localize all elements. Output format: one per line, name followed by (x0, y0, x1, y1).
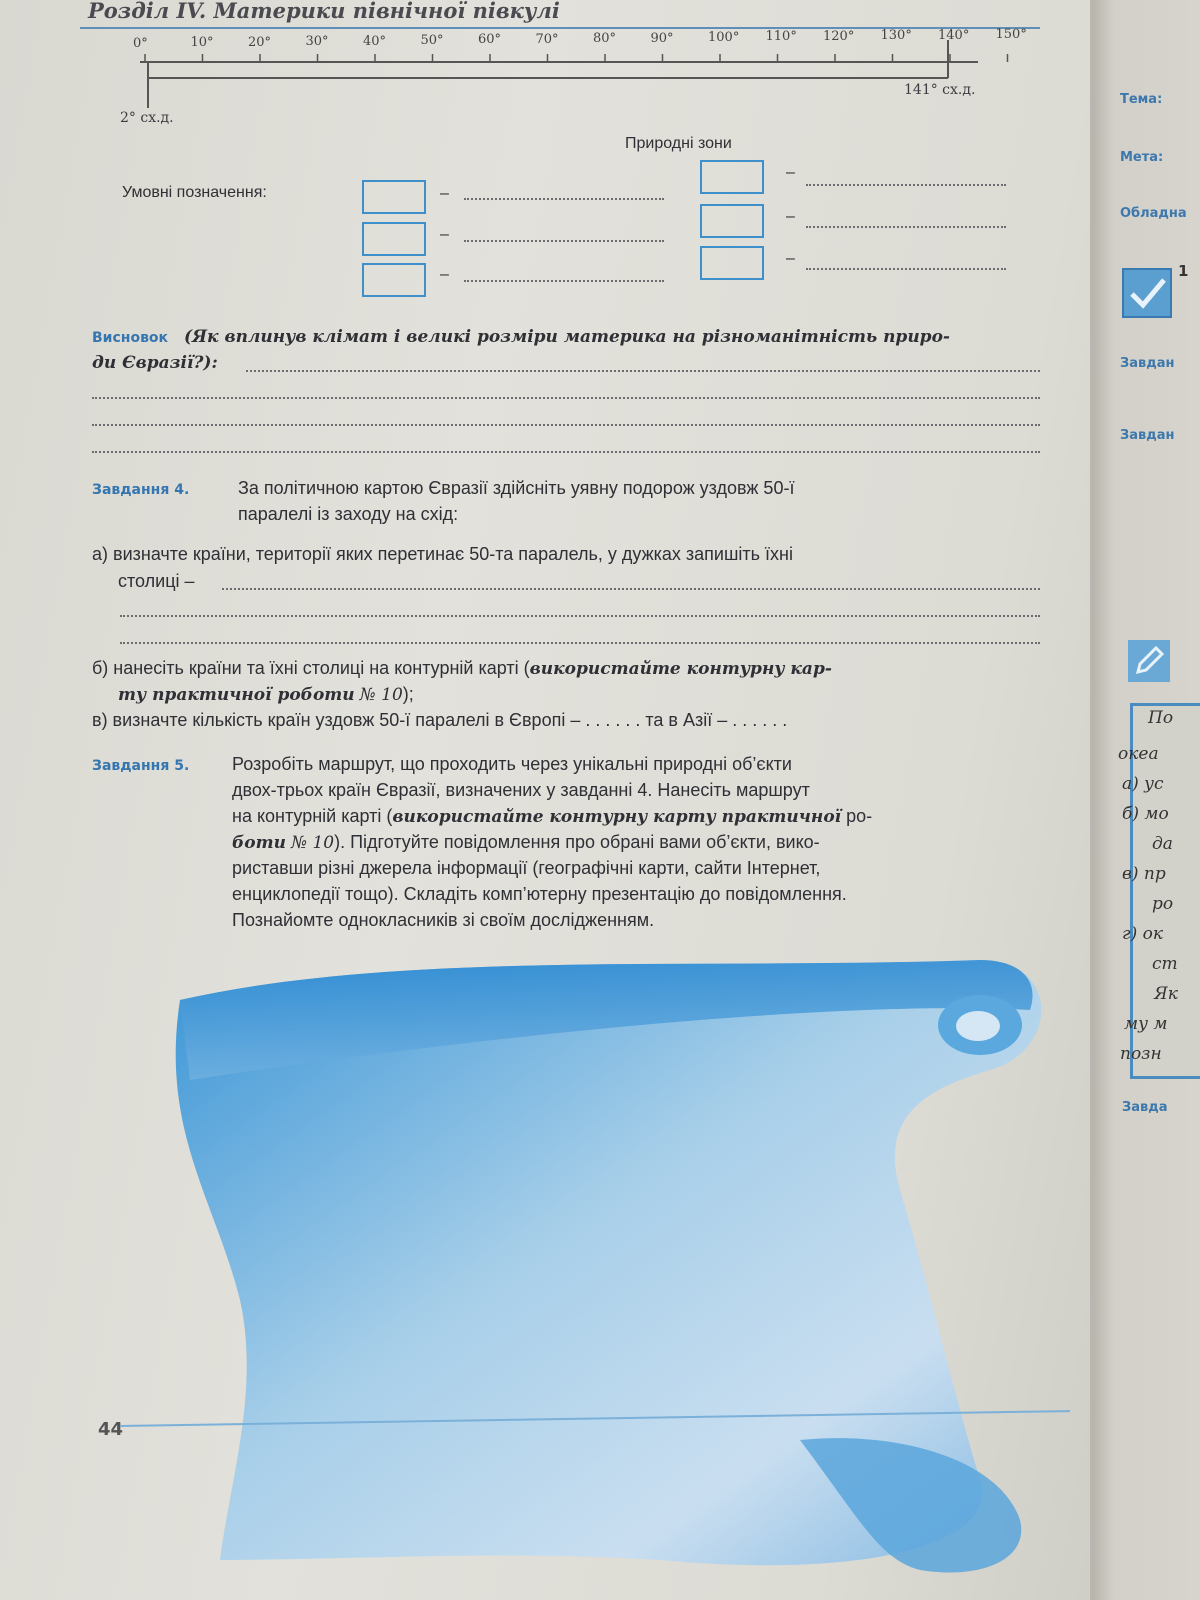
scale-tick-label: 90° (650, 30, 674, 46)
scale-tick-label: 130° (880, 28, 912, 44)
next-page-step-number: 1 (1178, 262, 1189, 280)
answer-line[interactable] (120, 615, 1040, 617)
scale-tick-label: 0° (133, 36, 148, 51)
answer-line[interactable] (806, 226, 1006, 228)
next-page-goal-label: Мета: (1120, 150, 1164, 165)
scale-tick-label: 80° (593, 31, 617, 47)
conclusion-label: Висновок (92, 330, 169, 346)
legend-box[interactable] (700, 246, 764, 280)
scale-tick-label: 110° (765, 29, 797, 45)
scale-tick-label: 120° (823, 28, 855, 44)
task4-b-emphasis: використайте контурну кар- (529, 659, 832, 679)
task5-line1: Розробіть маршрут, що проходить через унікальні природні об’єкти (232, 754, 792, 774)
task5-line3 (232, 804, 872, 829)
panel-line: позн (1120, 1044, 1162, 1064)
next-page-task-label: Завдан (1120, 428, 1175, 443)
scale-tick-label: 10° (190, 35, 214, 51)
check-icon (1122, 268, 1172, 318)
task5-number: № 10 (290, 833, 335, 853)
task5-emphasis: боти (232, 833, 286, 853)
pencil-icon (1128, 640, 1170, 682)
answer-line[interactable] (464, 280, 664, 282)
scale-ticks (145, 54, 1008, 62)
legend-dash: – (440, 266, 449, 283)
task4-label: Завдання 4. (92, 482, 190, 498)
task5-line2: двох-трьох країн Євразії, визначених у завданні 4. Нанесіть маршрут (232, 780, 810, 800)
answer-line[interactable] (464, 240, 664, 242)
conclusion-question-line2: ди Євразії?): (92, 353, 218, 373)
scale-tick-label: 50° (420, 33, 444, 48)
legend-dash: – (786, 250, 795, 267)
panel-line: По (1148, 708, 1174, 728)
task5-line5: риставши різні джерела інформації (географічні карти, сайти Інтернет, (232, 858, 821, 878)
panel-line: Як (1154, 984, 1178, 1004)
answer-line[interactable] (806, 268, 1006, 270)
next-page-topic-label: Тема: (1120, 92, 1163, 107)
task4-line2: паралелі із заходу на схід: (238, 504, 459, 524)
task4-c-line: в) визначте кількість країн уздовж 50-ї паралелі в Європі – . . . . . . та в Азії – . . . . . . (92, 710, 788, 730)
panel-line: да (1152, 834, 1173, 854)
answer-line[interactable] (92, 397, 1040, 399)
task4-b-text: б) нанесіть країни та їхні столиці на контурній карті ( (92, 658, 530, 678)
legend-label: Умовні позначення: (122, 184, 267, 201)
task4-b-line1 (92, 656, 832, 681)
panel-line: а) ус (1122, 774, 1164, 794)
legend-dash: – (786, 164, 795, 181)
scale-tick-label: 70° (535, 31, 559, 47)
panel-line: му м (1124, 1014, 1168, 1034)
east-longitude-label: 141° сх.д. (904, 82, 976, 98)
legend-dash: – (440, 226, 449, 243)
task4-a-line1: а) визначте країни, території яких перетинає 50-та паралель, у дужках запишіть їхні (92, 544, 793, 564)
answer-line[interactable] (464, 198, 664, 200)
scale-tick-label: 100° (708, 30, 740, 45)
task4-b-emphasis: ту практичної роботи (118, 685, 355, 705)
legend-box[interactable] (700, 160, 764, 194)
answer-line[interactable] (222, 588, 1040, 590)
panel-line: г) ок (1122, 924, 1164, 944)
task4-b-end: ); (402, 684, 414, 704)
scale-tick-label: 150° (995, 27, 1027, 42)
task4-b-line2 (118, 682, 414, 707)
legend-box[interactable] (362, 263, 426, 297)
legend-box[interactable] (362, 180, 426, 214)
scroll-illustration (100, 960, 1080, 1590)
panel-line: в) пр (1122, 864, 1166, 884)
next-page-equipment-label: Обладна (1120, 206, 1187, 221)
scale-tick-label: 20° (248, 34, 272, 50)
answer-line[interactable] (806, 184, 1006, 186)
scale-tick-label: 40° (363, 33, 387, 49)
scale-tick-label: 30° (305, 34, 329, 50)
answer-line[interactable] (92, 424, 1040, 426)
task5-line4 (232, 830, 820, 855)
task5-text: ро- (846, 806, 873, 826)
conclusion-question-line1: (Як вплинув клімат і великі розміри материка на різноманітність приро- (184, 327, 950, 347)
answer-line[interactable] (120, 642, 1040, 644)
task5-text: ). Підготуйте повідомлення про обрані вами об’єкти, вико- (334, 832, 820, 852)
panel-line: ро (1152, 894, 1174, 914)
west-longitude-label: 2° сх.д. (120, 110, 174, 126)
task4-line1: За політичною картою Євразії здійсніть уявну подорож уздовж 50-ї (238, 478, 795, 498)
answer-line[interactable] (246, 370, 1040, 372)
natural-zones-title: Природні зони (625, 135, 732, 152)
task5-line6: енциклопедії тощо). Складіть комп’ютерну презентацію до повідомлення. (232, 884, 847, 904)
answer-line[interactable] (92, 451, 1040, 453)
scale-tick-label: 140° (938, 27, 970, 43)
legend-dash: – (440, 185, 449, 202)
task4-b-number: № 10 (359, 685, 403, 705)
chapter-header: Розділ IV. Материки північної півкулі (88, 0, 560, 23)
legend-dash: – (786, 208, 795, 225)
panel-line: б) мо (1122, 804, 1169, 824)
legend-box[interactable] (362, 222, 426, 256)
task5-text: на контурній карті ( (232, 806, 393, 826)
page-number: 44 (98, 1419, 124, 1440)
next-page-task-label: Завда (1122, 1100, 1168, 1115)
task5-label: Завдання 5. (92, 758, 190, 774)
task5-line7: Познайомте однокласників зі своїм дослідженням. (232, 910, 655, 930)
panel-line: ст (1152, 954, 1178, 974)
next-page-task-label: Завдан (1120, 356, 1175, 371)
legend-box[interactable] (700, 204, 764, 238)
scale-tick-label: 60° (478, 32, 502, 48)
task4-a-line2: столиці – (118, 571, 195, 591)
panel-line: океа (1118, 744, 1159, 764)
task5-emphasis: використайте контурну карту практичної (392, 807, 842, 827)
